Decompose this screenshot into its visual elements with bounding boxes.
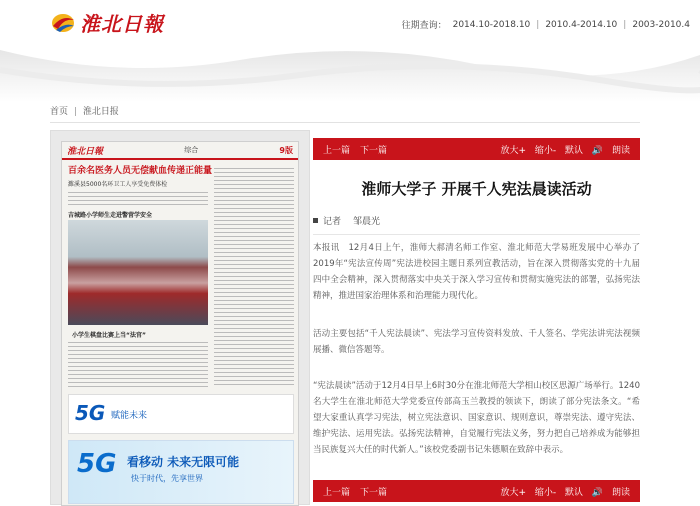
- article-tools: [494, 143, 630, 156]
- archive-links: [402, 18, 690, 31]
- article-byline: [313, 214, 380, 227]
- article-panel: [313, 130, 640, 505]
- logo-text: 淮北日報: [80, 12, 164, 36]
- prev-article-link[interactable]: 上一篇: [323, 145, 351, 156]
- article-toolbar-bottom: [313, 480, 640, 502]
- newspaper-logo: 淮北日報: [67, 146, 104, 157]
- article-paragraph-3: “宪法晨读”活动于12月4日早上6时30分在淮北师范大学相山校区思源广场举行。1240名大学生在淮北师范大学党委宣传部高玉兰教授的领读下，朗读了部分宪法条文。“希望大家重认真学习宪法，树立宪法意识、国家意识、规则意识，尊崇宪法、遵守宪法、维护宪法、运用宪法。弘扬宪法精神，自觉履行宪法义务，努力把自己培养成为能够担当民族复兴大任的时代新人。”该校党委副书记朱德顺在致辞中表示。: [313, 381, 640, 455]
- newspaper-text-column: [214, 168, 294, 388]
- newspaper-text-block: [68, 192, 208, 206]
- article-tools: [494, 485, 630, 498]
- default-size-button[interactable]: 默认: [565, 145, 584, 156]
- zoom-out-button[interactable]: 缩小-: [534, 487, 557, 498]
- bullet-icon: [313, 218, 318, 223]
- zoom-out-button[interactable]: 缩小-: [534, 145, 557, 156]
- newspaper-page-number: 9版: [279, 145, 293, 155]
- ad-title: 看移动 未来无限可能: [127, 455, 240, 469]
- newspaper-small-headline[interactable]: 小学生棋盘比赛上当“法官”: [72, 332, 146, 339]
- breadcrumb: [50, 104, 119, 117]
- newspaper-section: 综合: [184, 146, 199, 154]
- article-toolbar: [313, 138, 640, 160]
- article-paragraph-1: 本报讯 12月4日上午，淮师大郝清名师工作室、淮北师范大学易班发展中心举办了2019年“宪法宣传周”宪法进校园主题日系列宣教活动，旨在深入贯彻落实党的十九届四中全会精神，深入贯彻落实中央关于深入学习宣传和贯彻实施宪法的部署，弘扬宪法精神，推进国家治理体系和治理能力现代化。: [313, 243, 640, 301]
- zoom-in-button[interactable]: 放大+: [500, 145, 526, 156]
- speaker-icon[interactable]: 🔊: [591, 145, 604, 156]
- archive-link-2014-2018[interactable]: 2014.10-2018.10: [452, 19, 531, 30]
- site-logo[interactable]: [50, 8, 164, 37]
- next-article-link[interactable]: 下一篇: [360, 145, 388, 156]
- newspaper-masthead: [62, 142, 298, 160]
- newspaper-photo[interactable]: [68, 220, 208, 325]
- ad-5g-logo: 5G: [77, 449, 117, 479]
- ad-5g-logo: 5G: [75, 401, 106, 425]
- speaker-icon[interactable]: 🔊: [591, 487, 604, 498]
- logo-emblem-icon: [50, 12, 76, 34]
- article-title: 淮师大学子 开展千人宪法晨读活动: [361, 180, 592, 198]
- reporter-name: 邹晨光: [353, 217, 381, 227]
- next-article-link[interactable]: 下一篇: [360, 487, 388, 498]
- zoom-in-button[interactable]: 放大+: [500, 487, 526, 498]
- prev-article-link[interactable]: 上一篇: [323, 487, 351, 498]
- ad-china-mobile-5g[interactable]: [68, 440, 294, 504]
- read-aloud-button[interactable]: 朗读: [611, 145, 630, 156]
- breadcrumb-home[interactable]: 首页: [50, 107, 69, 117]
- ad-slogan: 赋能未来: [111, 411, 148, 421]
- newspaper-panel: [50, 130, 310, 505]
- header-ink-wave-decoration: [0, 40, 700, 102]
- article-divider: [313, 234, 640, 235]
- breadcrumb-current[interactable]: 淮北日报: [82, 107, 119, 117]
- breadcrumb-separator: |: [73, 107, 77, 117]
- archive-separator: |: [536, 19, 540, 30]
- divider: [50, 122, 640, 123]
- reporter-label: 记者: [323, 217, 342, 227]
- newspaper-subheadline[interactable]: 濉溪县5000名环卫工人享受免费体检: [68, 181, 168, 188]
- archive-link-2003-2010[interactable]: 2003-2010.4: [632, 19, 690, 30]
- archive-label: 往期查询：: [401, 21, 447, 31]
- newspaper-page-thumbnail[interactable]: [61, 141, 299, 506]
- newspaper-headline[interactable]: 百余名医务人员无偿献血传递正能量: [68, 166, 213, 176]
- ad-telecom-5g[interactable]: [68, 394, 294, 434]
- read-aloud-button[interactable]: 朗读: [611, 487, 630, 498]
- ad-subtitle: 快于时代，先享世界: [131, 474, 203, 483]
- newspaper-text-block: [68, 342, 208, 388]
- default-size-button[interactable]: 默认: [565, 487, 584, 498]
- newspaper-photo-caption[interactable]: 吉城路小学师生走进警营学安全: [68, 212, 153, 219]
- article-paragraph-2: 活动主要包括“千人宪法晨读”、宪法学习宣传资料发放、千人签名、学宪法讲宪法视频展播、微信答题等。: [313, 329, 640, 355]
- archive-separator: |: [623, 19, 627, 30]
- archive-link-2010-2014[interactable]: 2010.4-2014.10: [545, 19, 618, 30]
